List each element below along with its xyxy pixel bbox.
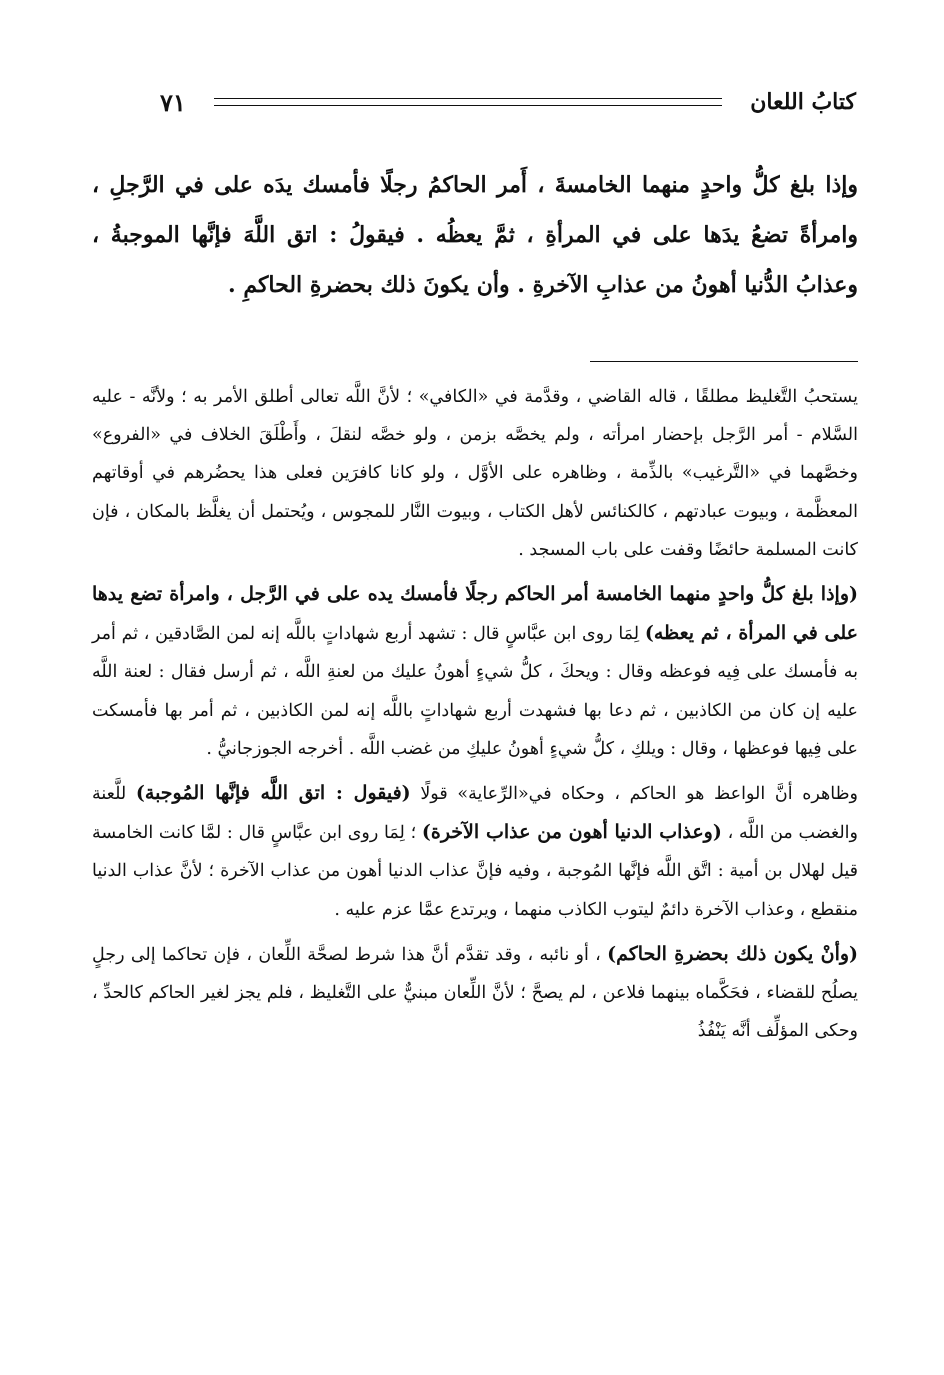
quoted-main-text: (وأنْ يكون ذلك بحضرةِ الحاكم) bbox=[607, 942, 859, 965]
commentary bbox=[92, 378, 858, 1056]
commentary-text: لِمَا روى ابن عبَّاسٍ قال : تشهد أربع شهاداتٍ باللَّه إنه لمن الصَّادقين ، ثم أمر به فأمسك على فِيه فوعظه وقال : ويحكَ ، كلُّ شيءٍ أهونُ عليك من لعنةِ اللَّه ، ثم أرسل فقال : لعنة اللَّه عليه إن كان من الكاذبين ، ثم دعا بها فشهدت أربع شهاداتٍ باللَّه إنه لمن الكاذبين ، ثم أمر بها فأمسكت على فِيها فوعظها ، وقال : ويلكِ ، كلُّ شيءٍ أهونُ عليكِ من غضب اللَّه . أخرجه الجوزجانيُّ . bbox=[92, 624, 858, 759]
main-text: وإذا بلغ كلُّ واحدٍ منهما الخامسةَ ، أَمر الحاكمُ رجلًا فأمسك يدَه على في الرَّجلِ ، وامرأةً تضعُ يدَها على في المرأةِ ، ثمَّ يعظُه . فيقولُ : اتق اللَّهَ فإنَّها الموجبةُ ، وعذابُ الدُّنيا أهونُ من عذابِ الآخرةِ . وأن يكونَ ذلك بحضرةِ الحاكمِ . bbox=[92, 172, 858, 298]
footnote-divider bbox=[590, 361, 858, 362]
running-title: كتابُ اللعان bbox=[750, 89, 856, 115]
header-rule bbox=[214, 98, 722, 106]
commentary-paragraph-4 bbox=[92, 935, 858, 1051]
commentary-paragraph-3 bbox=[92, 774, 858, 929]
commentary-text: وظاهره أنَّ الواعظ هو الحاكم ، وحكاه في«الرِّعاية» قولًا bbox=[410, 784, 858, 805]
quoted-main-text: (فيقول : اتق اللَّه فإنَّها المُوجبة) bbox=[135, 782, 411, 805]
quoted-main-text: (وعذاب الدنيا أهون من عذاب الآخرة) bbox=[421, 821, 722, 844]
commentary-paragraph-2 bbox=[92, 575, 858, 768]
commentary-paragraph-1 bbox=[92, 378, 858, 569]
page-header bbox=[160, 80, 856, 124]
commentary-text: ، أو نائبه ، وقد تقدَّم أنَّ هذا شرط لصحَّة اللِّعان ، فإن تحاكما إلى رجلٍ يصلُح للقضاء ، فحَكَّماه بينهما فلاعن ، لم يصحَّ ؛ لأنَّ اللِّعان مبنيٌّ على التَّغليظ ، فلم يجز لغير الحاكم كالحدِّ ، وحكى المؤلِّف أنَّه يَنْفُذُ bbox=[92, 944, 858, 1042]
commentary-text: للَّعنة والغضب من اللَّه ، bbox=[92, 784, 858, 844]
page-number: ٧١ bbox=[160, 87, 186, 117]
commentary-text: ؛ لِمَا روى ابن عبَّاسٍ قال : لمَّا كانت الخامسة قيل لهلال بن أمية : اتَّق اللَّه فإنَّها المُوجبة ، وفيه فإنَّ عذاب الدنيا أهون من عذاب الآخرة ؛ لأنَّ عذاب الدنيا منقطع ، وعذاب الآخرة دائمٌ ليتوب الكاذب منهما ، ويرتدع عمَّا عزم عليه . bbox=[92, 823, 858, 920]
quoted-main-text: (وإذا بلغ كلُّ واحدٍ منهما الخامسة أمر الحاكم رجلًا فأمسك يده على في الرَّجل ، وامرأة تضع يدها على في المرأة ، ثم يعظه) bbox=[92, 583, 858, 645]
commentary-text: يستحبُ التَّغليظ مطلقًا ، قاله القاضي ، وقدَّمة في «الكافي» ؛ لأنَّ اللَّه تعالى أطلق الأمر به ؛ ولأنَّه - عليه السَّلام - أمر الرَّجل بإحضار امرأته ، ولم يخصَّه بزمن ، ولو خصَّه لنقلَ ، وأَطْلَقَ الخلاف في «الفروع» وخصَّهما في «التَّرغيب» بالذِّمة ، وظاهره على الأوَّل ، ولو كانا كافرَين فعلى هذا يحضُرهم في أوقاتهم المعظَّمة ، وبيوت عبادتهم ، كالكنائس لأهل الكتاب ، وبيوت النَّار للمجوس ، ويُحتمل أن يغلَّظ بالمكان ، فإن كانت المسلمة حائضًا وقفت على باب المسجد . bbox=[92, 387, 858, 560]
